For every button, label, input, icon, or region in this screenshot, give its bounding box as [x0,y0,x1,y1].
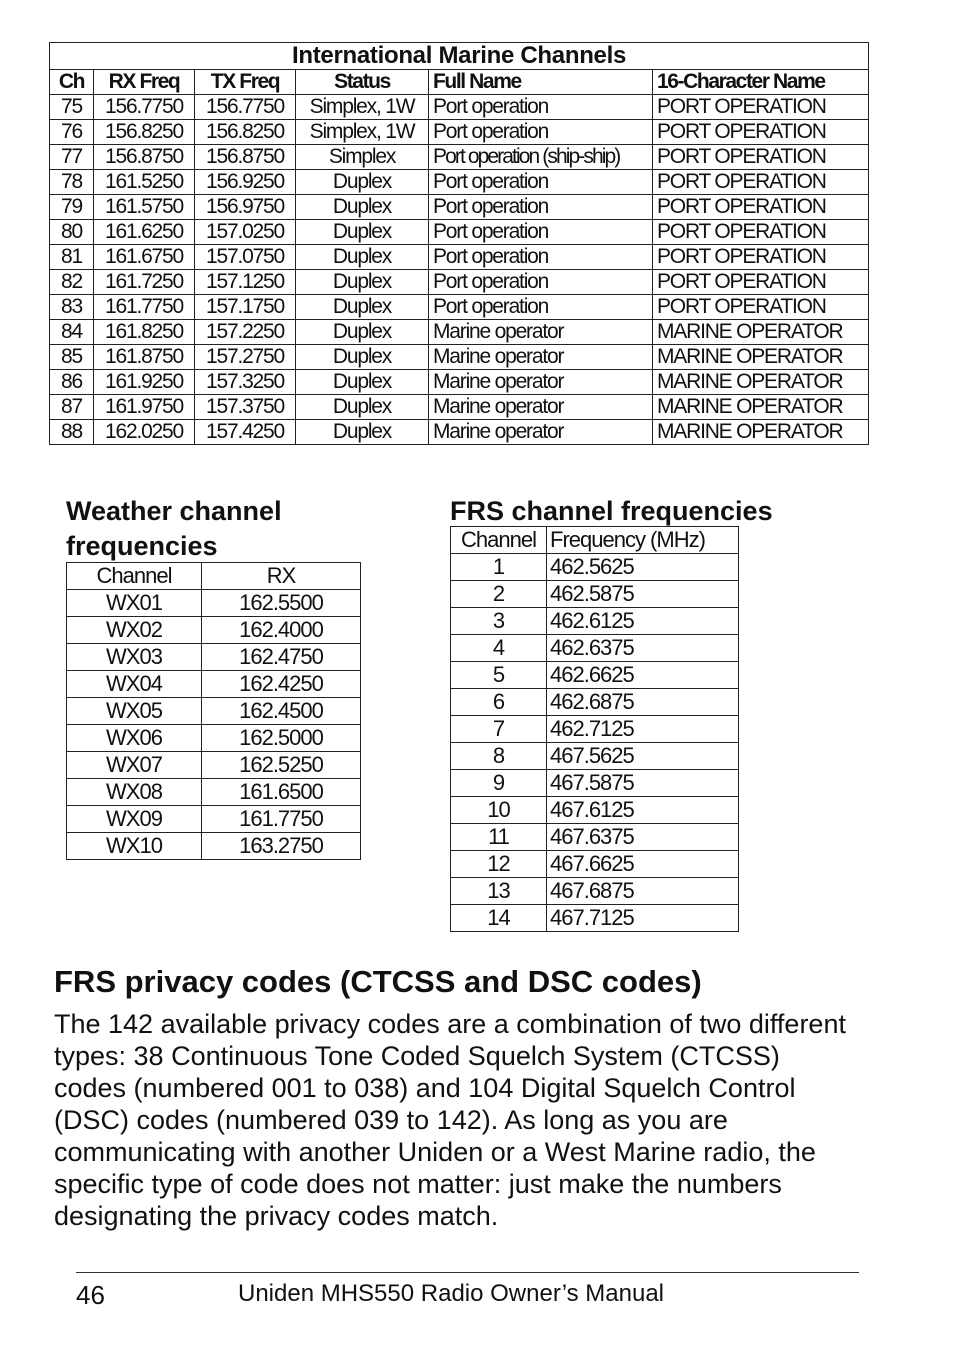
table-cell: 161.6250 [94,220,195,245]
table-cell: WX05 [67,698,202,725]
table-cell: 161.5750 [94,195,195,220]
table-cell: 163.2750 [202,833,361,860]
table-cell: 162.0250 [94,420,195,445]
table-cell: Port operation [429,245,653,270]
table-row [451,878,739,905]
table-cell: Duplex [296,320,429,345]
table-cell: 83 [50,295,94,320]
table-cell: Port operation [429,295,653,320]
table-cell: 7 [451,716,547,743]
table-cell: 156.7750 [94,95,195,120]
column-header: Full Name [429,70,653,95]
table-cell: 161.7250 [94,270,195,295]
column-header: 16-Character Name [653,70,869,95]
table-row [67,671,361,698]
table-cell: 156.9750 [195,195,296,220]
table-cell: WX03 [67,644,202,671]
table-cell: Duplex [296,270,429,295]
table-cell: 161.7750 [202,806,361,833]
table-cell: 462.6625 [547,662,739,689]
table-row [50,120,869,145]
table-cell: PORT OPERATION [653,295,869,320]
table-cell: PORT OPERATION [653,120,869,145]
table-cell: PORT OPERATION [653,170,869,195]
table-row [451,581,739,608]
table-cell: WX07 [67,752,202,779]
table-cell: 2 [451,581,547,608]
table-cell: PORT OPERATION [653,145,869,170]
table-row [451,554,739,581]
table-cell: 462.6125 [547,608,739,635]
table-cell: MARINE OPERATOR [653,370,869,395]
table-cell: 157.2250 [195,320,296,345]
table-row [50,395,869,420]
international-channels-table [49,42,869,445]
table-cell: PORT OPERATION [653,220,869,245]
table-cell: 157.3250 [195,370,296,395]
table-cell: Marine operator [429,370,653,395]
table-cell: Simplex, 1W [296,120,429,145]
table-cell: Port operation (ship-ship) [429,145,653,170]
header-row [67,563,361,590]
column-header: Channel [67,563,202,590]
column-header: Frequency (MHz) [547,527,739,554]
table-row [67,806,361,833]
table-cell: Duplex [296,420,429,445]
table-cell: 157.0250 [195,220,296,245]
table-row [451,851,739,878]
frs-channels-table [450,526,739,932]
table-cell: Port operation [429,120,653,145]
table-cell: 156.8750 [94,145,195,170]
table-cell: 12 [451,851,547,878]
manual-title: Uniden MHS550 Radio Owner’s Manual [238,1280,664,1307]
table-cell: 161.8250 [94,320,195,345]
header-row [451,527,739,554]
table-cell: 157.3750 [195,395,296,420]
weather-section-title: Weather channel frequencies [66,496,282,561]
table-cell: 467.6875 [547,878,739,905]
table-cell: 82 [50,270,94,295]
table-cell: 76 [50,120,94,145]
table-cell: 462.5625 [547,554,739,581]
table-row [50,95,869,120]
table-row [67,779,361,806]
table-cell: 462.7125 [547,716,739,743]
table-row [50,145,869,170]
table-cell: 161.9750 [94,395,195,420]
table-cell: 462.6375 [547,635,739,662]
table-cell: 467.6625 [547,851,739,878]
table-cell: 156.7750 [195,95,296,120]
table-cell: 467.6125 [547,797,739,824]
column-header: TX Freq [195,70,296,95]
privacy-section-title: FRS privacy codes (CTCSS and DSC codes) [54,964,702,999]
table-row [50,170,869,195]
table-cell: 86 [50,370,94,395]
table-cell: Simplex, 1W [296,95,429,120]
table-cell: 162.4500 [202,698,361,725]
privacy-paragraph: The 142 available privacy codes are a combination of two different types: 38 Continuous Tone Coded Squelch System (CTCSS) codes (numbered 001 to 038) and 104 Digital Squelch Control (DSC) codes (numbered 039 to 142). As long as you are communicating with another Uniden or a West Marine radio, the specific type of code does not matter: just make the numbers designating the privacy codes match. [54,1009,846,1231]
table-row [50,195,869,220]
column-header: RX Freq [94,70,195,95]
table-cell: PORT OPERATION [653,95,869,120]
table-row [451,635,739,662]
table-cell: Marine operator [429,420,653,445]
table-cell: Duplex [296,195,429,220]
table-cell: Port operation [429,95,653,120]
table-cell: 157.1250 [195,270,296,295]
table-cell: 9 [451,770,547,797]
table-row [67,590,361,617]
table-cell: Port operation [429,195,653,220]
table-cell: Duplex [296,170,429,195]
table-cell: 162.4250 [202,671,361,698]
table-cell: 161.8750 [94,345,195,370]
table-cell: MARINE OPERATOR [653,395,869,420]
column-header: Ch [50,70,94,95]
table-caption: International Marine Channels [50,43,869,70]
column-header: Status [296,70,429,95]
table-cell: 157.0750 [195,245,296,270]
table-cell: 156.8250 [94,120,195,145]
table-row [67,644,361,671]
table-row [50,270,869,295]
table-row [451,716,739,743]
table-cell: 156.8750 [195,145,296,170]
table-cell: PORT OPERATION [653,270,869,295]
column-header: RX [202,563,361,590]
table-cell: 462.6875 [547,689,739,716]
table-cell: 467.5625 [547,743,739,770]
table-row [67,725,361,752]
table-row [451,770,739,797]
table-cell: WX06 [67,725,202,752]
table-cell: 4 [451,635,547,662]
table-row [451,797,739,824]
table-cell: 11 [451,824,547,851]
table-cell: 84 [50,320,94,345]
table-row [50,345,869,370]
page-number: 46 [76,1280,105,1310]
table-cell: 87 [50,395,94,420]
table-cell: PORT OPERATION [653,245,869,270]
table-cell: 6 [451,689,547,716]
table-cell: 467.7125 [547,905,739,932]
table-cell: Marine operator [429,345,653,370]
table-row [451,689,739,716]
table-row [50,295,869,320]
table-cell: 156.8250 [195,120,296,145]
table-cell: 161.6500 [202,779,361,806]
table-cell: 81 [50,245,94,270]
table-cell: Duplex [296,395,429,420]
table-cell: Duplex [296,295,429,320]
table-cell: Marine operator [429,320,653,345]
table-row [67,698,361,725]
table-cell: WX04 [67,671,202,698]
table-cell: 162.5000 [202,725,361,752]
table-cell: 13 [451,878,547,905]
table-row [451,905,739,932]
table-cell: 78 [50,170,94,195]
table-cell: WX02 [67,617,202,644]
table-cell: 80 [50,220,94,245]
table-cell: WX01 [67,590,202,617]
table-row [50,320,869,345]
table-cell: Port operation [429,170,653,195]
footer-divider [76,1272,859,1273]
table-row [451,824,739,851]
table-cell: 162.5250 [202,752,361,779]
table-cell: Duplex [296,370,429,395]
table-cell: 3 [451,608,547,635]
table-cell: 157.1750 [195,295,296,320]
table-cell: WX09 [67,806,202,833]
table-cell: 10 [451,797,547,824]
column-header: Channel [451,527,547,554]
table-cell: Port operation [429,270,653,295]
table-cell: Duplex [296,345,429,370]
table-row [50,370,869,395]
table-cell: 5 [451,662,547,689]
table-row [451,662,739,689]
table-row [67,617,361,644]
table-row [50,420,869,445]
table-cell: 8 [451,743,547,770]
table-row [451,608,739,635]
table-cell: 1 [451,554,547,581]
table-cell: 162.5500 [202,590,361,617]
table-cell: WX08 [67,779,202,806]
frs-section-title: FRS channel frequencies [450,496,773,526]
table-cell: 156.9250 [195,170,296,195]
table-cell: 462.5875 [547,581,739,608]
table-row [50,220,869,245]
table-cell: 161.5250 [94,170,195,195]
table-row [50,245,869,270]
table-cell: 157.4250 [195,420,296,445]
table-cell: WX10 [67,833,202,860]
table-cell: 157.2750 [195,345,296,370]
table-cell: MARINE OPERATOR [653,320,869,345]
table-cell: 467.6375 [547,824,739,851]
table-cell: 77 [50,145,94,170]
table-cell: MARINE OPERATOR [653,345,869,370]
table-cell: 161.7750 [94,295,195,320]
table-cell: 162.4000 [202,617,361,644]
table-cell: 79 [50,195,94,220]
table-cell: Marine operator [429,395,653,420]
table-cell: 88 [50,420,94,445]
table-cell: Duplex [296,220,429,245]
table-cell: 161.6750 [94,245,195,270]
table-row [451,743,739,770]
table-cell: 85 [50,345,94,370]
table-cell: Duplex [296,245,429,270]
table-cell: Simplex [296,145,429,170]
table-cell: 75 [50,95,94,120]
weather-channels-table [66,562,361,860]
table-cell: 14 [451,905,547,932]
table-cell: 161.9250 [94,370,195,395]
table-cell: PORT OPERATION [653,195,869,220]
table-cell: MARINE OPERATOR [653,420,869,445]
table-row [67,752,361,779]
table-cell: Port operation [429,220,653,245]
table-cell: 162.4750 [202,644,361,671]
table-cell: 467.5875 [547,770,739,797]
table-row [67,833,361,860]
